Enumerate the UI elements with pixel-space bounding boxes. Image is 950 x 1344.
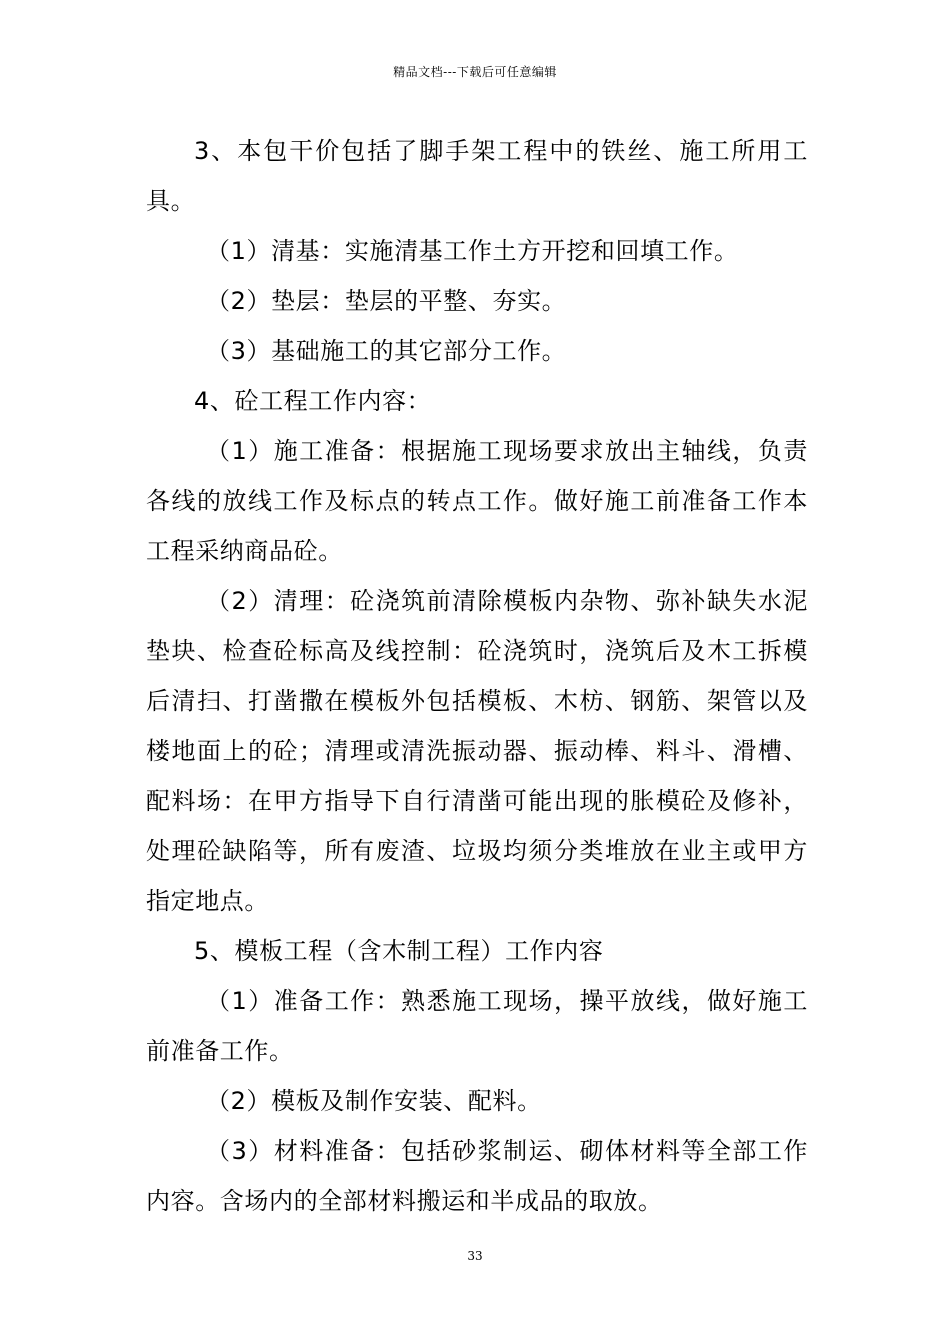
paragraph-sub-3-materials: （3）材料准备：包括砂浆制运、砌体材料等全部工作内容。含场内的全部材料搬运和半成品的取放。 (146, 1137, 808, 1215)
paragraph-sub-2-formwork-install: （2）模板及制作安装、配料。 (206, 1087, 542, 1115)
paragraph-sub-1-preparation: （1）施工准备：根据施工现场要求放出主轴线，负责各线的放线工作及标点的转点工作。做好施工前准备工作本工程采纳商品砼。 (146, 437, 808, 565)
document-body (146, 126, 808, 1226)
paragraph-sub-2-cleanup: （2）清理：砼浇筑前清除模板内杂物、弥补缺失水泥垫块、检查砼标高及线控制：砼浇筑时，浇筑后及木工拆模后清扫、打凿撒在模板外包括模板、木枋、钢筋、架管以及楼地面上的砼；清理或清洗振动器、振动棒、料斗、滑槽、配料场：在甲方指导下自行清凿可能出现的胀模砼及修补，处理砼缺陷等，所有废渣、垃圾均须分类堆放在业主或甲方指定地点。 (146, 587, 808, 915)
page-number: 33 (467, 1249, 483, 1263)
paragraph-item-4-concrete: 4、砼工程工作内容： (194, 387, 432, 415)
page-header: 精品文档---下载后可任意编辑 (393, 65, 557, 79)
paragraph-sub-1-prep-work: （1）准备工作：熟悉施工现场，操平放线，做好施工前准备工作。 (146, 987, 808, 1065)
paragraph-item-3-scaffolding: 3、本包干价包括了脚手架工程中的铁丝、施工所用工具。 (146, 137, 808, 215)
paragraph-item-5-formwork: 5、模板工程（含木制工程）工作内容 (194, 937, 604, 965)
paragraph-sub-1-clearing: （1）清基：实施清基工作土方开挖和回填工作。 (206, 237, 739, 265)
paragraph-sub-3-foundation: （3）基础施工的其它部分工作。 (206, 337, 567, 365)
paragraph-sub-2-cushion: （2）垫层：垫层的平整、夯实。 (206, 287, 567, 315)
